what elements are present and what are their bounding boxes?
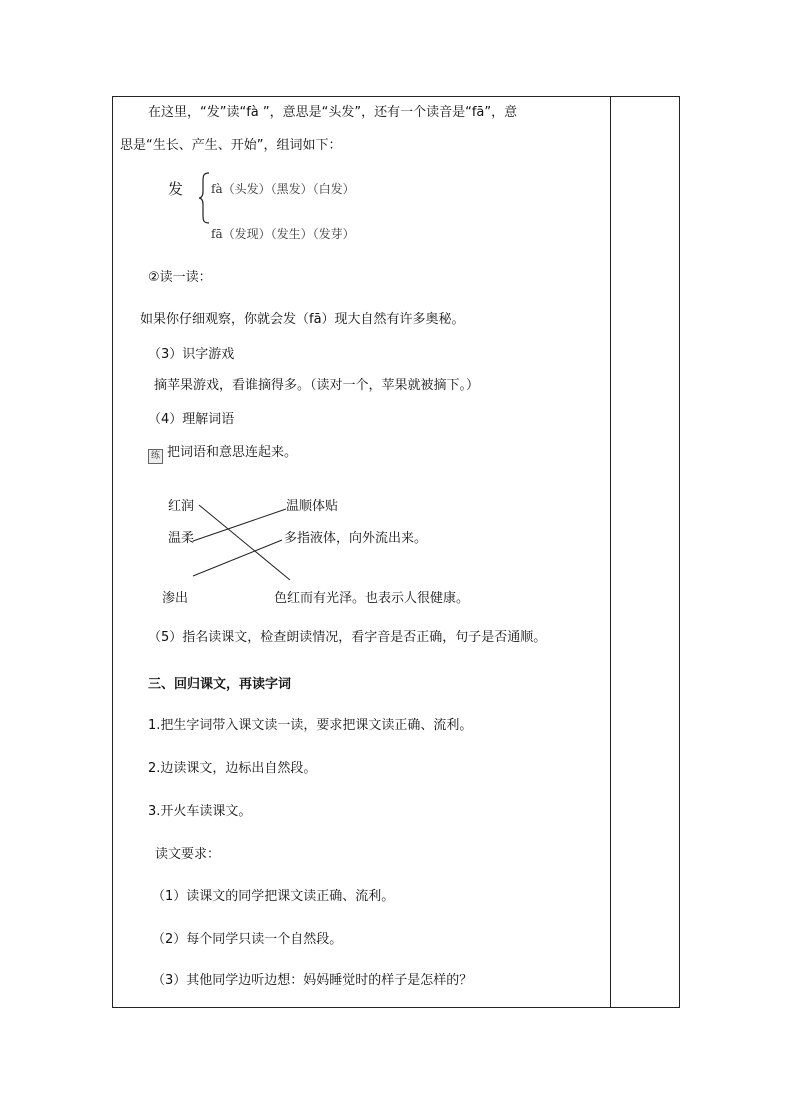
section-3-heading: 三、回归课文，再读字词 [148,677,292,692]
intro-paragraph-line-1: 在这里，“发”读“fà ”，意思是“头发”，还有一个读音是“fā”，意 [148,105,518,120]
match-right-meaning: 温顺体贴 [286,499,339,514]
step-5: （5）指名读课文，检查朗读情况，看字音是否正确，句子是否通顺。 [148,630,547,645]
game-heading: （3）识字游戏 [148,347,235,362]
match-left-word: 渗出 [162,591,189,606]
fa1-word-group: fā（发现）（发生）（发芽） [211,227,355,241]
requirement-item: （3）其他同学边听边想：妈妈睡觉时的样子是怎样的？ [152,973,473,988]
requirements-label: 读文要求： [155,847,221,862]
fa4-word-group: fà（头发）（黑发）（白发） [211,182,355,196]
intro-paragraph-line-2: 思是“生长、产生、开始”，组词如下： [120,138,342,153]
section-step: 3.开火车读课文。 [148,804,252,819]
section-step: 2.边读课文，边标出自然段。 [148,761,317,776]
polyphone-character: 发 [168,180,184,198]
requirement-item: （1）读课文的同学把课文读正确、流利。 [152,889,395,904]
exercise-instruction: 把词语和意思连起来。 [167,445,298,460]
game-description: 摘苹果游戏，看谁摘得多。（读对一个，苹果就被摘下。） [154,378,480,393]
exercise-icon: 练 [148,449,163,464]
section-step: 1.把生字词带入课文读一读，要求把课文读正确、流利。 [148,718,473,733]
match-left-word: 红润 [168,499,195,514]
understand-heading: （4）理解词语 [148,412,235,427]
requirement-item: （2）每个同学只读一个自然段。 [152,932,343,947]
match-left-word: 温柔 [168,531,195,546]
match-line [193,509,286,541]
match-right-meaning: 色红而有光泽。也表示人很健康。 [274,591,470,606]
match-line [193,540,282,576]
read-sentence: 如果你仔细观察，你就会发（fā）现大自然有许多奥秘。 [140,312,465,327]
read-label: ②读一读： [148,270,212,285]
match-right-meaning: 多指液体，向外流出来。 [284,531,428,546]
